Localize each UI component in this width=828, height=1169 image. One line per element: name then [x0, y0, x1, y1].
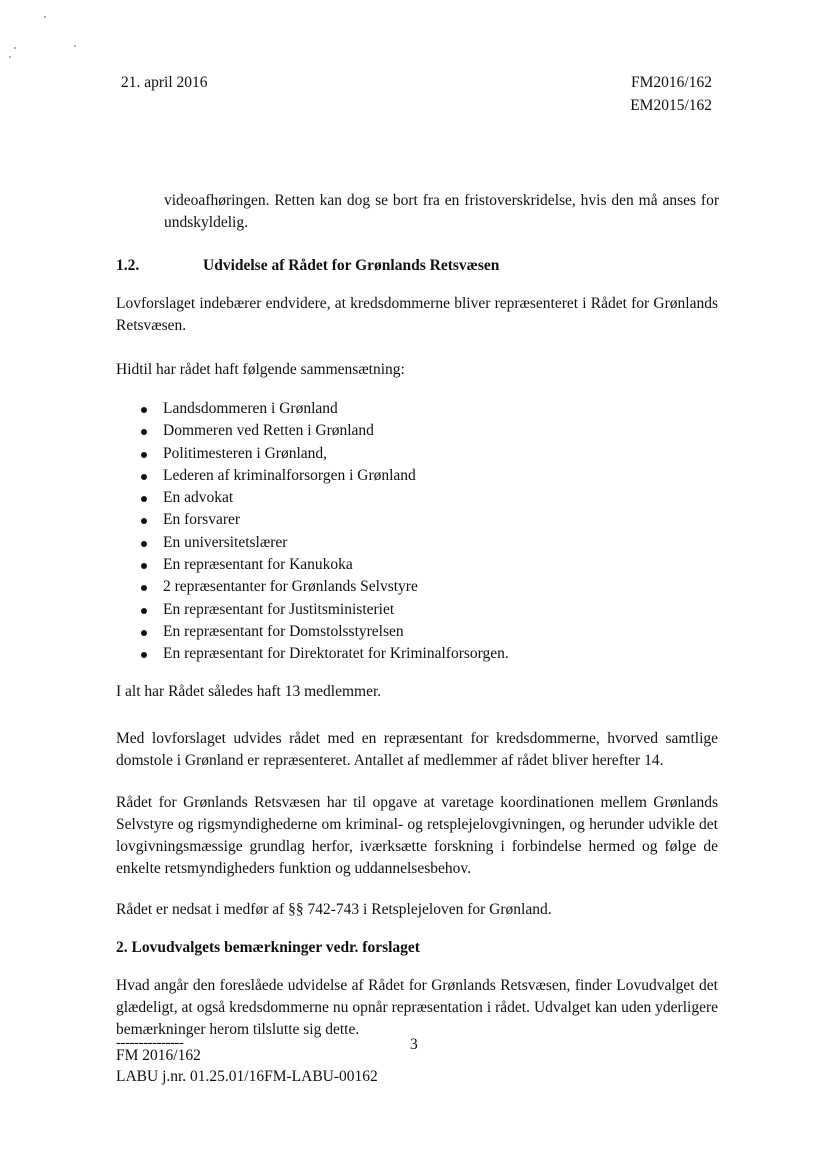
bullet-icon — [141, 474, 147, 480]
list-item — [138, 532, 509, 554]
list-item-text: 2 repræsentanter for Grønlands Selvstyre — [163, 578, 418, 596]
section-2-title: 2. Lovudvalgets bemærkninger vedr. forslaget — [116, 939, 420, 956]
section-title: Udvidelse af Rådet for Grønlands Retsvæsen — [203, 257, 500, 274]
list-item — [138, 621, 509, 643]
paragraph-4: Med lovforslaget udvides rådet med en repræsentant for kredsdommerne, hvorved samtlige domstole i Grønland er repræsenteret. Antallet af medlemmer af rådet bliver herefter 14. — [116, 730, 718, 769]
list-item — [138, 643, 509, 665]
page-number: 3 — [410, 1036, 418, 1053]
list-item-text: En repræsentant for Direktoratet for Kriminalforsorgen. — [163, 645, 509, 663]
list-item-text: Dommeren ved Retten i Grønland — [163, 422, 374, 440]
list-item — [138, 420, 509, 442]
list-item — [138, 576, 509, 598]
list-item — [138, 599, 509, 621]
bullet-icon — [141, 496, 147, 502]
list-item — [138, 465, 509, 487]
paragraph-6: Rådet er nedsat i medfør af §§ 742-743 i Retsplejeloven for Grønland. — [116, 901, 552, 918]
bullet-icon — [141, 563, 147, 569]
list-item-text: En forsvarer — [163, 511, 241, 529]
scan-speck — [14, 47, 16, 49]
header-reference-em: EM2015/162 — [630, 97, 712, 114]
list-item — [138, 398, 509, 420]
list-item-text: En universitetslærer — [163, 533, 288, 551]
bullet-icon — [141, 407, 147, 413]
section-number: 1.2. — [116, 257, 140, 274]
bullet-icon — [141, 541, 147, 547]
scan-speck — [9, 56, 11, 58]
bullet-icon — [141, 652, 147, 658]
list-item — [138, 487, 509, 509]
intro-paragraph: videoafhøringen. Retten kan dog se bort fra en fristoverskridelse, hvis den må anses for undskyldelig. — [164, 192, 719, 231]
bullet-icon — [141, 608, 147, 614]
list-item-text: En repræsentant for Domstolsstyrelsen — [163, 622, 404, 640]
header-date: 21. april 2016 — [121, 74, 208, 91]
paragraph-1: Lovforslaget indebærer endvidere, at kredsdommerne bliver repræsenteret i Rådet for Grønlands Retsvæsen. — [116, 295, 718, 334]
list-item-text: Politimesteren i Grønland, — [163, 444, 328, 462]
footer-journal-number: LABU j.nr. 01.25.01/16FM-LABU-00162 — [116, 1068, 378, 1085]
paragraph-3: I alt har Rådet således haft 13 medlemmer. — [116, 683, 382, 700]
paragraph-2: Hidtil har rådet haft følgende sammensætning: — [116, 361, 405, 378]
list-item-text: En advokat — [163, 489, 234, 507]
council-members-list — [138, 398, 509, 666]
footer-reference: FM 2016/162 — [116, 1047, 201, 1064]
scan-speck — [44, 16, 46, 18]
list-item-text: Lederen af kriminalforsorgen i Grønland — [163, 466, 416, 484]
list-item — [138, 554, 509, 576]
header-reference-fm: FM2016/162 — [631, 74, 712, 91]
scan-speck — [74, 45, 76, 47]
paragraph-7: Hvad angår den foreslåede udvidelse af Rådet for Grønlands Retsvæsen, finder Lovudvalget det glædeligt, at også kredsdommerne nu opnår repræsentation i rådet. Udvalget kan uden yderligere bemærkninger herom tilslutte sig dette. — [116, 977, 718, 1038]
bullet-icon — [141, 585, 147, 591]
list-item — [138, 443, 509, 465]
bullet-icon — [141, 429, 147, 435]
list-item-text: En repræsentant for Justitsministeriet — [163, 600, 395, 618]
list-item-text: Landsdommeren i Grønland — [163, 400, 338, 417]
paragraph-5: Rådet for Grønlands Retsvæsen har til opgave at varetage koordinationen mellem Grønlands Selvstyre og rigsmyndighederne om kriminal- og retsplejelovgivningen, og herunder udvikle det lovgivningsmæssige grundlag herfor, iværksætte forskning i forbindelse hermed og følge de enkelte retsmyndigheders funktion og uddannelsesbehov. — [116, 794, 718, 877]
bullet-icon — [141, 630, 147, 636]
footer-separator: --------------- — [116, 1035, 184, 1051]
list-item — [138, 509, 509, 531]
bullet-icon — [141, 452, 147, 458]
bullet-icon — [141, 518, 147, 524]
list-item-text: En repræsentant for Kanukoka — [163, 556, 353, 574]
